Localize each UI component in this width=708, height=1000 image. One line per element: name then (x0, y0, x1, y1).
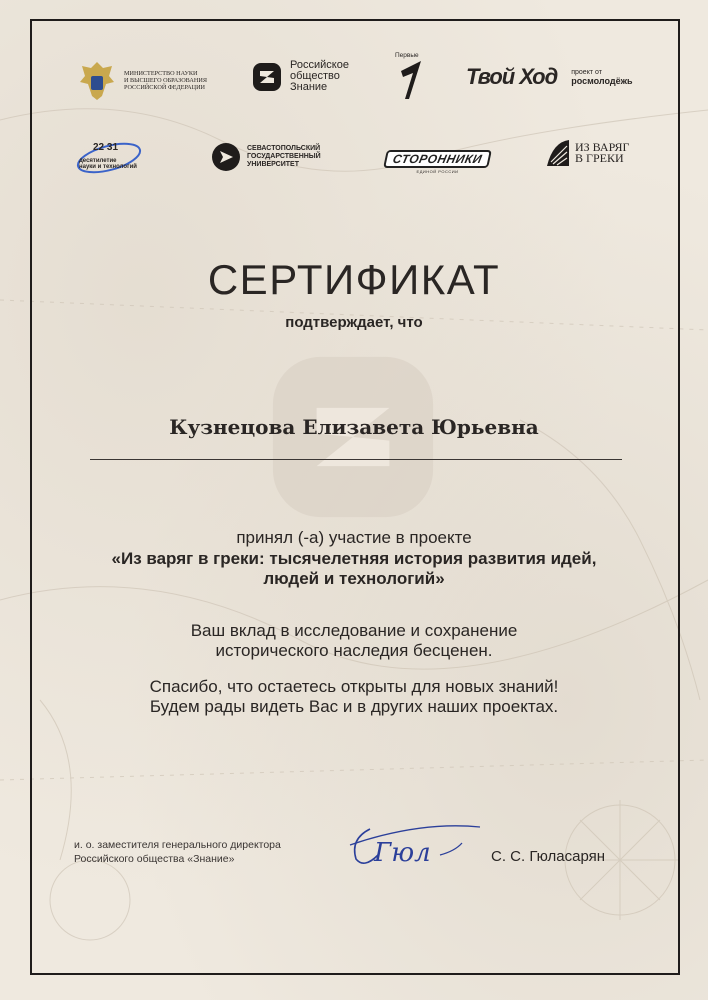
certificate-title: СЕРТИФИКАТ (207, 256, 501, 303)
iz-varyag-logo (545, 138, 629, 168)
sevgu-logo (211, 142, 321, 172)
project-name (60, 549, 648, 589)
thanks-line-2: Будем рады видеть Вас и в других наших проектах. (149, 697, 559, 716)
sevgu-line-1: СЕВАСТОПОЛЬСКИЙ (247, 145, 321, 152)
ministry-line-2: И ВЫСШЕГО ОБРАЗОВАНИЯ (124, 76, 207, 84)
pervye-one-icon (395, 59, 425, 101)
znanie-logo (252, 60, 349, 93)
signer-name: С. С. Гюласарян (491, 848, 606, 865)
sevgu-line-2: ГОСУДАРСТВЕННЫЙ (247, 153, 321, 160)
recipient-name: Кузнецова Елизавета Юрьевна (169, 415, 539, 439)
signer-role-line-1: и. о. заместителя генерального директора (74, 839, 281, 851)
tvoy-hod-title: Твой Ход (466, 64, 558, 89)
rosmolodezh-label: росмолодёжь (571, 76, 633, 86)
sevgu-emblem-icon (211, 142, 241, 172)
svg-text:Гюл: Гюл (374, 838, 431, 868)
pervye-label: Первые (395, 52, 419, 59)
ministry-line-3: РОССИЙСКОЙ ФЕДЕРАЦИИ (124, 83, 206, 91)
name-underline (90, 459, 622, 460)
varyag-line-1: ИЗ ВАРЯГ (575, 140, 630, 154)
contribution-line-1: Ваш вклад в исследование и сохранение (190, 621, 518, 640)
confirms-text: подтверждает, что (285, 314, 423, 331)
thanks-text (60, 677, 648, 717)
znanie-line-3: Знание (290, 81, 328, 93)
ministry-logo (76, 58, 207, 102)
contribution-text (60, 621, 648, 661)
signer-role (74, 838, 281, 866)
thanks-line-1: Спасибо, что остаетесь открыты для новых знаний! (149, 677, 559, 696)
storonniki-subtitle: ЕДИНОЙ РОССИИ (416, 169, 459, 174)
decade-line-2: науки и технологий (79, 164, 137, 170)
project-name-line-1: «Из варяг в греки: тысячелетняя история развития идей, (111, 549, 597, 568)
contribution-line-2: исторического наследия бесценен. (215, 641, 493, 660)
project-name-line-2: людей и технологий» (263, 569, 445, 588)
varyag-line-2: В ГРЕКИ (575, 151, 624, 165)
double-eagle-emblem-icon (76, 58, 118, 102)
ship-sails-icon (545, 138, 571, 168)
tvoy-hod-logo (466, 64, 633, 90)
decade-numbers: 22 31 (93, 142, 119, 153)
pervye-logo (395, 52, 425, 101)
storonniki-title: СТОРОННИКИ (383, 150, 492, 168)
signer-role-line-2: Российского общества «Знание» (74, 853, 235, 865)
participation-text: принял (-а) участие в проекте (236, 528, 472, 547)
storonniki-logo (385, 150, 490, 174)
znanie-icon (252, 62, 282, 92)
decade-of-science-logo (75, 141, 145, 175)
znanie-line-1: Российское (290, 59, 349, 71)
znanie-line-2: общество (290, 70, 340, 82)
ministry-line-1: МИНИСТЕРСТВО НАУКИ (124, 69, 198, 77)
decade-line-1: десятилетие (79, 158, 117, 164)
tvoy-hod-subtitle: проект от (571, 69, 602, 76)
sevgu-line-3: УНИВЕРСИТЕТ (247, 161, 299, 168)
handwritten-signature (330, 815, 490, 875)
